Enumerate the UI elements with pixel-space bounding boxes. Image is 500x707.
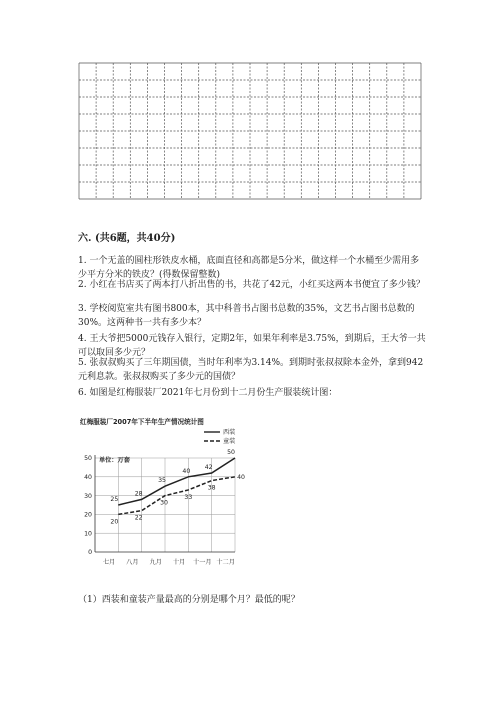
answer-grid [78,62,422,200]
y-tick-label: 10 [84,530,92,538]
data-label: 40 [182,467,191,475]
x-tick-label: 十一月 [193,559,212,566]
question-2: 2. 小红在书店买了两本打八折出售的书，共花了42元，小红买这两本书便宜了多少钱？ [78,280,425,290]
legend-label: 童装 [223,438,236,446]
y-tick-label: 20 [84,511,92,519]
x-tick-label: 八月 [126,559,139,566]
y-tick-label: 40 [84,474,92,481]
y-tick-label: 50 [84,455,92,463]
question-5: 5. 张叔叔购买了三年期国债，当时年利率为3.14%。到期时张叔叔除本金外，拿到942元利息款。张叔叔购买了多少元的国债？ [78,358,424,382]
y-tick-label: 0 [88,549,92,557]
series-line-suits [118,458,235,505]
question-1: 1. 一个无盖的圆柱形铁皮水桶，底面直径和高都是5分米，做这样一个水桶至少需用多少平方分米的铁皮？(得数保留整数) [78,256,420,280]
data-label: 30 [160,499,168,507]
data-label: 20 [110,518,119,526]
question-6: 6. 如图是红梅服装厂2021年七月份到十二月份生产服装统计图： [78,388,338,398]
x-tick-label: 十月 [172,559,186,566]
data-label: 25 [110,496,119,503]
x-tick-label: 九月 [149,559,162,566]
chart-title: 红梅服装厂2007年下半年生产情况统计图 [80,418,204,426]
data-label: 28 [134,490,143,498]
data-label: 33 [184,493,193,501]
production-line-chart [76,412,246,582]
subquestion-1: （1）西装和童装产量最高的分别是哪个月？最低的呢？ [78,595,300,605]
x-tick-label: 七月 [102,559,116,566]
data-label: 50 [227,449,235,456]
data-label: 38 [207,484,216,492]
y-tick-label: 30 [84,492,92,500]
unit-label: 单位：万套 [99,457,130,464]
x-tick-label: 十二月 [216,559,235,566]
data-label: 42 [204,464,213,472]
data-label: 35 [158,477,166,485]
legend-label: 西装 [223,429,236,437]
data-label: 40 [237,473,245,481]
data-label: 22 [134,514,143,522]
question-3: 3. 学校阅览室共有图书800本，其中科普书占图书总数的35%，文艺书占图书总数的30%。这两种书一共有多少本？ [78,304,415,328]
section-title: 六. (共6题，共40分) [78,233,176,244]
question-4: 4. 王大爷把5000元钱存入银行，定期2年，如果年利率是3.75%，到期后，王大爷一共可以取回多少元？ [78,334,426,358]
